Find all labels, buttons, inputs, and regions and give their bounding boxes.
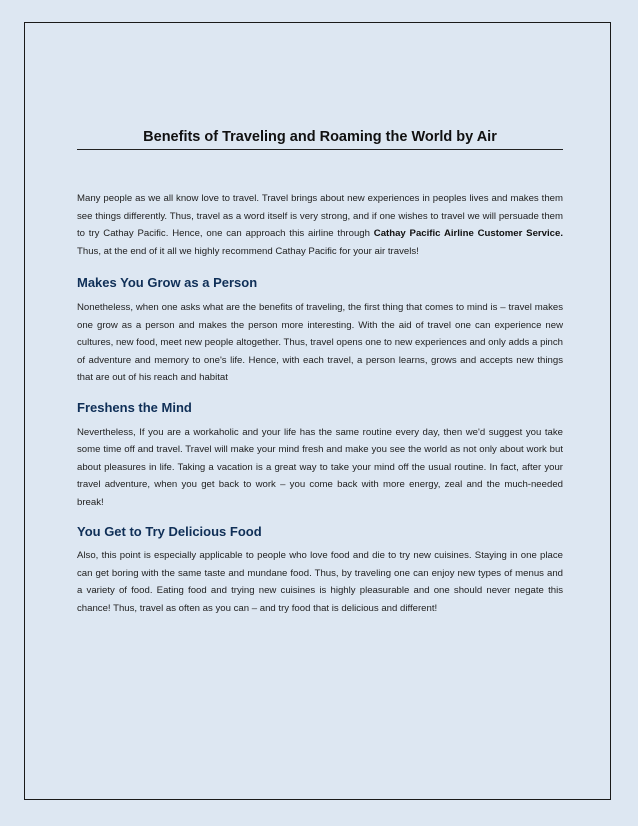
intro-text-start: Many people as we all know love to travel. Travel brings about new experiences in peoples lives and makes them see things differently. Thus, travel as a word itself is very strong, and if one wishes to travel we will persuade them to try Cathay Pacific. Hence, one can approach this airline through	[77, 193, 563, 239]
section-heading-grow: Makes You Grow as a Person	[77, 275, 258, 290]
intro-paragraph	[77, 190, 563, 260]
section-body-freshens: Nevertheless, If you are a workaholic and your life has the same routine every day, then we'd suggest you take some time off and travel. Travel will make your mind fresh and make you see the world as not only about work but about pleasures in life. Taking a vacation is a great way to take your mind off the usual routine. In fact, after your travel adventure, when you get back to work – you come back with more energy, zeal and the much-needed break!	[77, 426, 563, 508]
section-body-food: Also, this point is especially applicable to people who love food and die to try new cuisines. Staying in one place can get boring with the same taste and mundane food. Thus, by traveling one can enjoy new types of menus and a variety of food. Eating food and trying new cuisines is highly pleasurable and one should never negate this chance! Thus, travel as often as you can – and try food that is delicious and different!	[77, 550, 563, 614]
document-title: Benefits of Traveling and Roaming the World by Air	[77, 128, 563, 150]
document-content	[77, 128, 563, 617]
intro-bold-service: Cathay Pacific Airline Customer Service.	[373, 228, 563, 239]
section-body-grow: Nonetheless, when one asks what are the benefits of traveling, the first thing that comes to mind is – travel makes one grow as a person and makes the person more interesting. With the aid of travel one can experience new cultures, new food, meet new people altogether. Thus, travel opens one to new experiences and only adds a pinch of adventure and memory to one's life. Hence, with each travel, a person learns, grows and accepts new things that are out of his reach and habitat	[77, 302, 563, 383]
section-heading-freshens: Freshens the Mind	[77, 399, 192, 415]
section-heading-food: You Get to Try Delicious Food	[77, 524, 262, 539]
intro-text-end: Thus, at the end of it all we highly recommend Cathay Pacific for your air travels!	[77, 245, 419, 257]
